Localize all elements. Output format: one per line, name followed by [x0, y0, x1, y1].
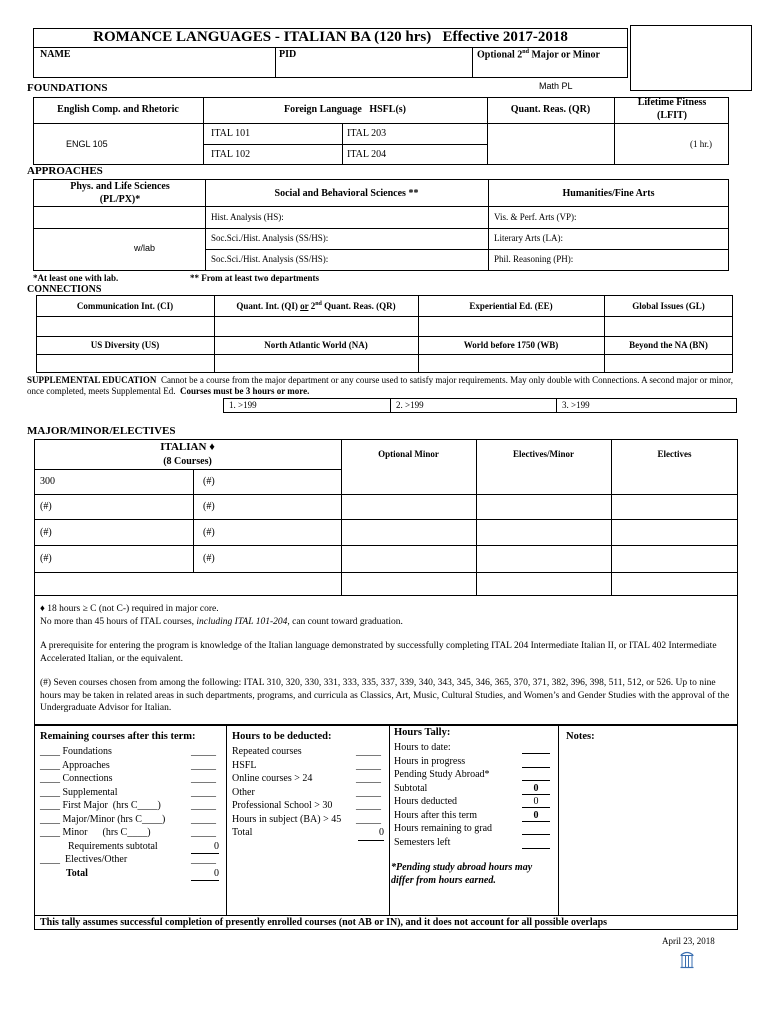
approaches-title: APPROACHES	[27, 165, 103, 177]
major-row-3b: (#)	[203, 527, 215, 538]
supp-slot-3: 3. >199	[562, 400, 590, 410]
remaining-list: ____ Foundations _____ ____ Approaches _____ ____ Connections _____ ____ Supplemental _____ ____ First Major (hrs C____) _____ ____ Major/Minor (hrs C____) _____ ____ Minor (hrs C____) _____ Requirements subtotal 0 ____ Electives/Other _____ Total 0	[40, 745, 224, 880]
note-grade: ♦ 18 hours ≥ C (not C-) required in major core.	[40, 604, 219, 614]
ital-101: ITAL 101	[211, 128, 251, 139]
major-row-2b: (#)	[203, 501, 215, 512]
photo-box	[630, 25, 752, 91]
deducted-title: Hours to be deducted:	[232, 731, 332, 742]
lab-note: *At least one with lab.	[33, 273, 119, 283]
supp-slot-1: 1. >199	[229, 400, 257, 410]
dept-note: ** From at least two departments	[190, 273, 320, 283]
old-well-icon	[679, 950, 695, 970]
connections-title: CONNECTIONS	[27, 284, 102, 295]
hum-row-2: Literary Arts (LA):	[494, 233, 563, 243]
ss-row-2: Soc.Sci./Hist. Analysis (SS/HS):	[211, 233, 329, 243]
ci-header: Communication Int. (CI)	[76, 301, 174, 311]
ss-row-1: Hist. Analysis (HS):	[211, 212, 284, 222]
na-header: North Atlantic World (NA)	[264, 340, 368, 350]
notes-text	[40, 603, 730, 715]
english-header: English Comp. and Rhetoric	[57, 104, 179, 115]
pl-header: Phys. and Life Sciences (PL/PX)*	[70, 181, 170, 205]
ss-header: Social and Behavioral Sciences **	[274, 188, 419, 199]
electives-minor-header: Electives/Minor	[513, 449, 574, 459]
math-pl-label: Math PL	[539, 81, 573, 91]
lfit-hours: (1 hr.)	[690, 139, 712, 149]
engl-105: ENGL 105	[66, 139, 108, 149]
major-row-1a: 300	[40, 476, 55, 487]
page-title: ROMANCE LANGUAGES - ITALIAN BA (120 hrs) Effective 2017-2018	[93, 29, 568, 45]
wb-header: World before 1750 (WB)	[463, 340, 559, 350]
major-row-3a: (#)	[40, 527, 52, 538]
remaining-title: Remaining courses after this term:	[40, 731, 196, 742]
gl-header: Global Issues (GL)	[632, 301, 705, 311]
old-well-logo	[679, 950, 695, 970]
italian-header: ITALIAN ♦	[160, 441, 215, 453]
ee-header: Experiential Ed. (EE)	[469, 301, 553, 311]
notes-label: Notes:	[566, 731, 595, 742]
supplemental-text: SUPPLEMENTAL EDUCATION Cannot be a course from the major department or any course used to satisfy major requirements. May only double with Connections. A second major or minor, once completed, meets Supplemental Ed. Courses must be 3 hours or more.	[27, 375, 733, 396]
note-max-hours: No more than 45 hours of ITAL courses, including ITAL 101-204, can count toward graduation.	[40, 616, 403, 627]
major-title: MAJOR/MINOR/ELECTIVES	[27, 425, 176, 437]
italian-subheader: (8 Courses)	[163, 456, 212, 467]
ital-204: ITAL 204	[347, 149, 387, 160]
ital-203: ITAL 203	[347, 128, 387, 139]
major-row-4b: (#)	[203, 553, 215, 564]
supplemental-title: SUPPLEMENTAL EDUCATION	[27, 375, 157, 385]
qi-header: Quant. Int. (QI) or 2nd Quant. Reas. (QR)	[236, 301, 396, 311]
major-row-2a: (#)	[40, 501, 52, 512]
optional-minor-header: Optional Minor	[378, 449, 439, 459]
wlab-label: w/lab	[134, 243, 156, 253]
major-row-1b: (#)	[203, 476, 215, 487]
date-label: April 23, 2018	[662, 936, 715, 946]
ss-row-3: Soc.Sci./Hist. Analysis (SS/HS):	[211, 254, 329, 264]
foreign-lang-header: Foreign Language HSFL(s)	[283, 104, 407, 115]
hum-row-3: Phil. Reasoning (PH):	[494, 254, 574, 264]
foundations-title: FOUNDATIONS	[27, 82, 108, 94]
bn-header: Beyond the NA (BN)	[629, 340, 708, 350]
tally-title: Hours Tally:	[394, 727, 451, 738]
hum-row-1: Vis. & Perf. Arts (VP):	[494, 212, 577, 222]
major-row-4a: (#)	[40, 553, 52, 564]
ital-102: ITAL 102	[211, 149, 251, 160]
note-prerequisite: A prerequisite for entering the program is knowledge of the Italian language demonstrated by successfully completing ITAL 204 Intermediate Italian II, or ITAL 402 Intermediate Accelerated Italian, or the equivalent.	[40, 641, 717, 664]
lfit-header: Lifetime Fitness (LFIT)	[637, 97, 707, 121]
tally-list: Hours to date: Hours in progress Pending Study Abroad* Subtotal 0 Hours deducted 0 Hours after this term 0 Hours remaining to grad Semesters left	[394, 741, 554, 849]
deducted-list: Repeated courses _____ HSFL _____ Online courses > 24 _____ Other _____ Professional School > 30 _____ Hours in subject (BA) > 45 _____ Total 0	[232, 745, 387, 840]
electives-header: Electives	[657, 449, 692, 459]
supplemental-slots	[223, 398, 737, 413]
name-label: NAME	[40, 49, 71, 60]
pid-label: PID	[279, 49, 297, 60]
optional-major-label: Optional 2nd Major or Minor	[477, 49, 600, 61]
note-electives: (#) Seven courses chosen from among the following: ITAL 310, 320, 330, 331, 333, 335, 337, 339, 340, 343, 345, 346, 365, 370, 371, 382, 396, 398, 511, 512, or 526. Up to nine hours may be taken in related areas in such departments, programs, and curricula as Classics, Art, Music, Cultural Studies, and Women’s and Gender Studies with the approval of the Undergraduate Advisor for Italian.	[40, 678, 730, 713]
hum-header: Humanities/Fine Arts	[562, 188, 655, 199]
supp-slot-2: 2. >199	[396, 400, 424, 410]
pending-note: *Pending study abroad hours may differ from hours earned.	[391, 862, 533, 886]
footer-text: This tally assumes successful completion of presently enrolled courses (not AB or IN), and it does not account for all possible overlaps	[40, 917, 608, 928]
us-header: US Diversity (US)	[90, 340, 160, 350]
qr-header: Quant. Reas. (QR)	[510, 104, 591, 115]
